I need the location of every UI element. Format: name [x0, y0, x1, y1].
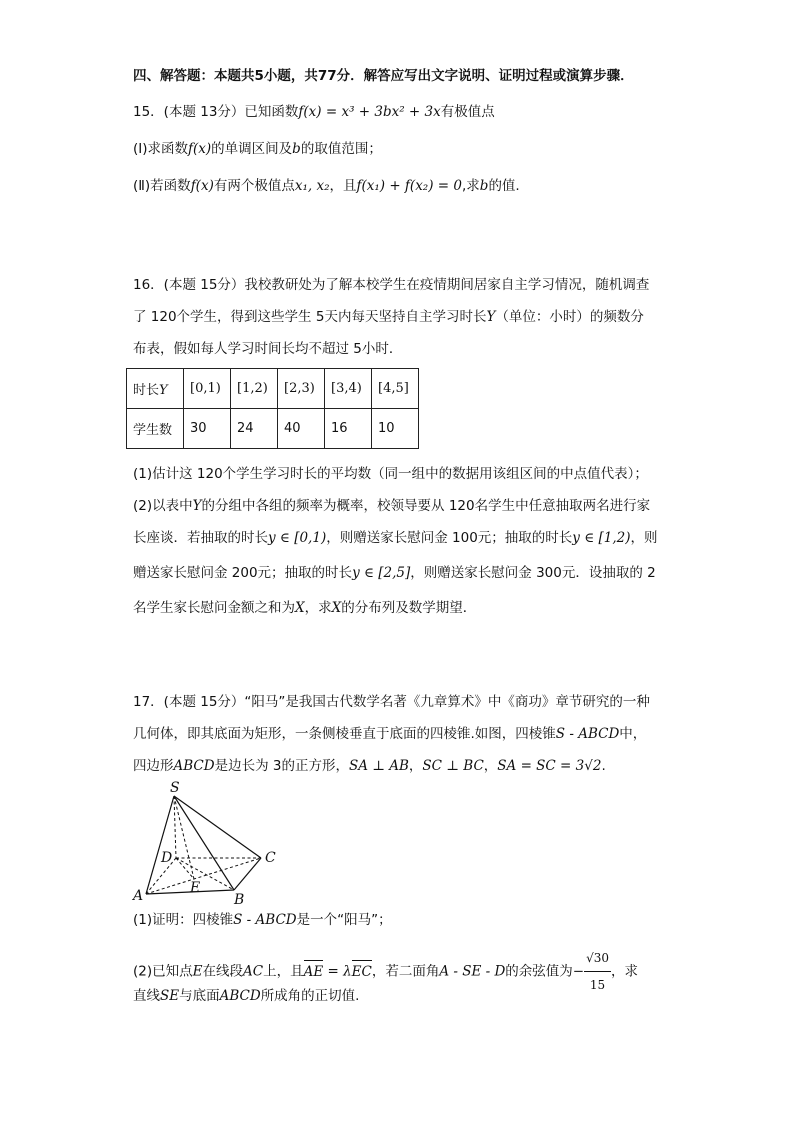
q15-part1-suffix: 的取值范围； [300, 141, 382, 157]
frequency-table [126, 368, 419, 449]
q17-part2-l2-ABCD: ABCD [219, 988, 261, 1004]
q17-line3-m2: SA ⊥ AB [348, 758, 409, 774]
q16-part2-l3-b: ，则赠送家长慰问金 300元．设抽取的 2 [410, 565, 656, 581]
table-row [127, 409, 419, 449]
interval-cell: [0,1) [184, 369, 231, 409]
q17-line2-a: 几何体，即其底面为矩形，一条侧棱垂直于底面的四棱锥.如图，四棱锥 [133, 726, 556, 742]
q17-part2-e: 的余弦值为 [505, 963, 573, 980]
q15-part2-cond: f(x₁) + f(x₂) = 0 [356, 178, 462, 194]
edge-SA [146, 796, 174, 894]
q17-line3-m1: ABCD [173, 758, 215, 774]
count-cell: 16 [325, 409, 372, 449]
q17-part1-b: 是一个“阳马”； [296, 912, 392, 928]
count-cell: 40 [278, 409, 325, 449]
edge-DB [176, 858, 234, 890]
q17-part2-l2-c: 所成角的正切值. [260, 988, 360, 1004]
q16-part2-l3-a: 赠送家长慰问金 200元；抽取的时长 [133, 565, 353, 581]
q16-part2-l2-a: 长座谈．若抽取的时长 [133, 530, 268, 546]
q17-part1 [133, 910, 392, 930]
pyramid-figure [130, 778, 290, 908]
q17-line2-b: 中， [619, 726, 647, 742]
q17-part2-l2-SE: SE [160, 988, 180, 1004]
fraction-denominator: 15 [589, 978, 606, 992]
q16-part2-line4 [133, 598, 476, 618]
q15-function: f(x) = x³ + 3bx² + 3x [298, 104, 441, 120]
q16-part2-l4-var2: X [331, 600, 342, 616]
duration-var: Y [159, 383, 168, 398]
q15-part2-suffix: ,求 [461, 178, 480, 194]
q16-line2-var: Y [486, 309, 496, 325]
interval-cell: [4,5] [372, 369, 419, 409]
q15-part2 [133, 176, 520, 196]
q16-line3: 布表，假如每人学习时间长均不超过 5小时． [133, 341, 403, 357]
edge-DE [176, 858, 194, 879]
q16-part2-line2 [133, 528, 658, 548]
count-cell: 10 [372, 409, 419, 449]
q17-line2 [133, 724, 646, 744]
q16-line2 [133, 307, 644, 327]
cosine-fraction [584, 945, 611, 998]
label-B: B [234, 892, 245, 908]
vector-EC: EC [352, 959, 372, 985]
q17-line3-c: ， [408, 758, 423, 774]
q17-part2-line2 [133, 986, 359, 1006]
q17-part2-c: 上，且 [263, 963, 304, 980]
label-D: D [161, 850, 173, 866]
q17-part1-a: (1)证明：四棱锥 [133, 912, 234, 928]
q15-stem-suffix: 有极值点 [440, 104, 495, 120]
q17-line2-m: S - ABCD [555, 726, 620, 742]
q15-part1-prefix: (Ⅰ)求函数 [133, 141, 189, 157]
q17-part2-a: (2)已知点 [133, 963, 193, 980]
q17-part2-l2-b: 与底面 [179, 988, 220, 1004]
q17-line3-d: ， [483, 758, 498, 774]
q15-stem [133, 102, 495, 122]
q15-part2-end: 的值. [488, 178, 520, 194]
q17-part2-AC: AC [242, 963, 264, 980]
q17-part2-l2-a: 直线 [133, 988, 160, 1004]
minus-sign: − [572, 963, 585, 980]
q16-part2-line1 [133, 496, 650, 516]
q17-part2-f: ，求 [611, 963, 639, 980]
q17-part1-m: S - ABCD [233, 912, 297, 928]
q16-part2-l4-a: 名学生家长慰问金额之和为 [133, 600, 295, 616]
q16-line2-a: 了 120个学生，得到这些学生 5天内每天坚持自主学习时长 [133, 309, 487, 325]
q16-part2-l2-m2: y ∈ [1,2) [572, 530, 631, 546]
edge-SD [174, 796, 176, 858]
q17-line3 [133, 756, 606, 776]
label-S: S [170, 780, 180, 796]
fraction-numerator: √30 [584, 945, 611, 972]
q15-part1-func: f(x) [188, 141, 212, 157]
label-E: E [190, 880, 201, 896]
q17-part2-E: E [192, 963, 203, 980]
q17-line3-m3: SC ⊥ BC [422, 758, 484, 774]
q16-part1: (1)估计这 120个学生学习时长的平均数（同一组中的数据用该组区间的中点值代表）； [133, 466, 648, 482]
q15-part2-vars: x₁, x₂ [294, 178, 330, 194]
q15-part2-prefix: (Ⅱ)若函数 [133, 178, 191, 194]
table-header-cell [127, 369, 184, 409]
q17-line3-b: 是边长为 3的正方形， [214, 758, 349, 774]
q16-part2-l4-var1: X [295, 600, 305, 616]
q17-line3-m4: SA = SC = 3√2 [497, 758, 602, 774]
label-C: C [265, 850, 276, 866]
label-A: A [133, 888, 144, 904]
q16-part2-l1-b: 的分组中各组的频率为概率，校领导要从 120名学生中任意抽取两名进行家 [201, 498, 651, 514]
q17-part2-b: 在线段 [202, 963, 243, 980]
q16-part2-l1-var: Y [192, 498, 202, 514]
edge-BC [234, 858, 261, 890]
q17-part2-eq: = λ [323, 963, 352, 980]
q16-part2-l4-c: 的分布列及数学期望． [341, 600, 477, 616]
interval-cell: [1,2) [231, 369, 278, 409]
count-cell: 30 [184, 409, 231, 449]
q15-part2-mid2: ，且 [329, 178, 357, 194]
q16-part2-l3-m: y ∈ [2,5] [352, 565, 411, 581]
q16-part2-l2-b: ，则赠送家长慰问金 100元；抽取的时长 [326, 530, 573, 546]
q16-line1: 16．(本题 15分）我校教研处为了解本校学生在疫情期间居家自主学习情况，随机调查 [133, 277, 650, 293]
q16-part2-l2-m1: y ∈ [0,1) [268, 530, 327, 546]
q15-part2-mid: 有两个极值点 [213, 178, 295, 194]
q17-part2-angle: A - SE - D [439, 963, 506, 980]
q16-part2-l2-c: ，则 [630, 530, 658, 546]
vector-AE: AE [304, 959, 324, 985]
section-header: 四、解答题：本题共5小题，共77分．解答应写出文字说明、证明过程或演算步骤． [133, 68, 634, 84]
q15-part2-func: f(x) [190, 178, 214, 194]
q15-stem-prefix: 15．(本题 13分）已知函数 [133, 104, 299, 120]
count-cell: 24 [231, 409, 278, 449]
q17-line3-a: 四边形 [133, 758, 174, 774]
q16-part2-l4-b: ，求 [304, 600, 332, 616]
edge-SC [174, 796, 261, 858]
q16-part2-line3 [133, 563, 656, 583]
q17-line3-e: . [601, 758, 606, 774]
q17-line1: 17．(本题 15分）“阳马”是我国古代数学名著《九章算术》中《商功》章节研究的一种 [133, 694, 650, 710]
q16-part2-l1-a: (2)以表中 [133, 498, 193, 514]
q15-part1-mid: 的单调区间及 [211, 141, 293, 157]
interval-cell: [2,3) [278, 369, 325, 409]
table-row [127, 369, 419, 409]
q15-part1-var: b [292, 141, 301, 157]
q16-line2-b: （单位：小时）的频数分 [495, 309, 644, 325]
duration-label: 时长 [133, 383, 160, 398]
table-header-cell: 学生数 [127, 409, 184, 449]
q15-part1 [133, 139, 382, 159]
interval-cell: [3,4) [325, 369, 372, 409]
q17-part2-d: ，若二面角 [371, 963, 440, 980]
q15-part2-var: b [479, 178, 489, 194]
